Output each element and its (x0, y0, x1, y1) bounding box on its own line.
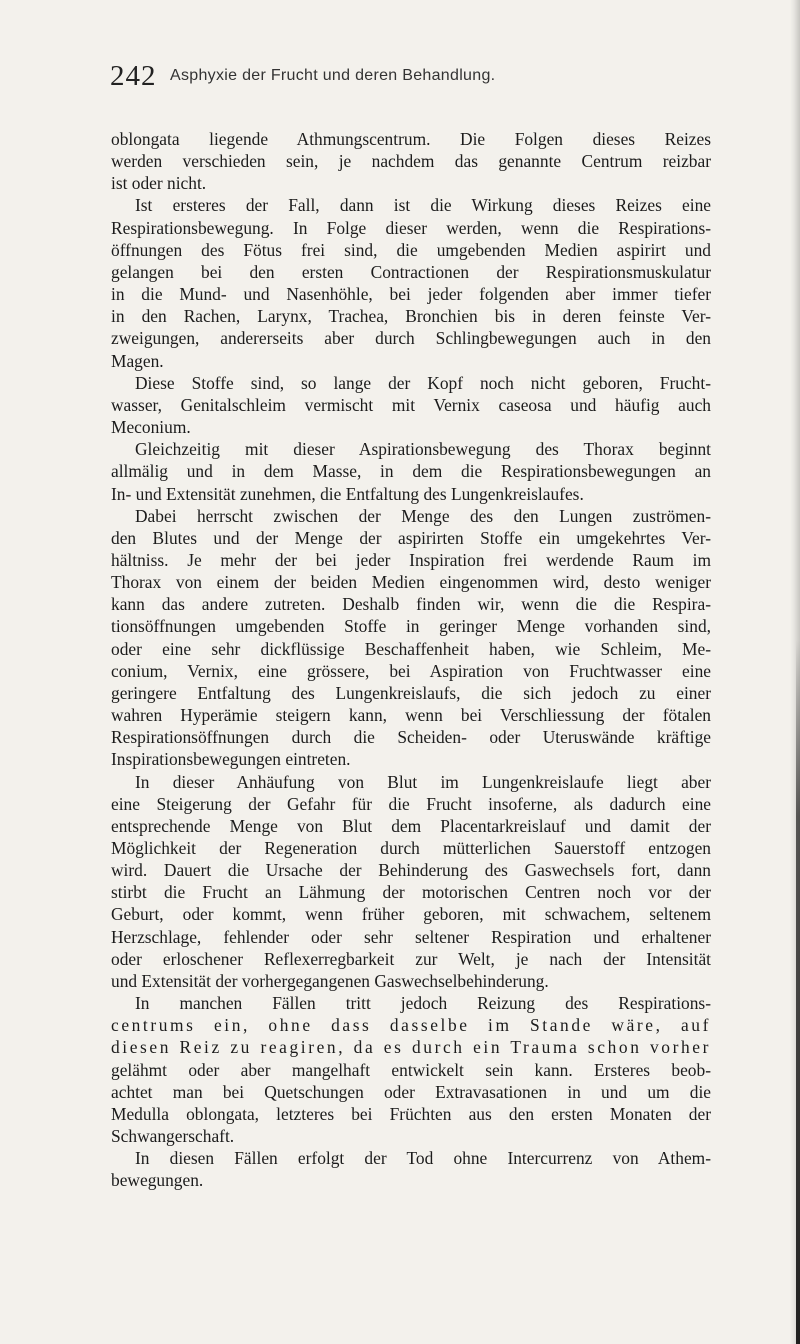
text-line: Diese Stoffe sind, so lange der Kopf noch nicht geboren, Frucht- (135, 372, 711, 393)
text-line: In manchen Fällen tritt jedoch Reizung des Respirations- (135, 993, 711, 1014)
text-line: conium, Vernix, eine grössere, bei Aspiration von Fruchtwasser eine (111, 660, 711, 681)
text-line: stirbt die Frucht an Lähmung der motorischen Centren noch vor der (111, 882, 711, 903)
text-line: gelangen bei den ersten Contractionen der Respirationsmuskulatur (111, 261, 711, 282)
text-line: Dabei herrscht zwischen der Menge des den Lungen zuströmen- (135, 505, 711, 526)
text-line: Medulla oblongata, letzteres bei Früchten aus den ersten Monaten der (111, 1103, 711, 1124)
text-line: diesen Reiz zu reagiren, da es durch ein Trauma schon vorher (111, 1037, 711, 1058)
text-line: centrums ein, ohne dass dasselbe im Stande wäre, auf (111, 1015, 711, 1036)
text-line: Schwangerschaft. (111, 1126, 235, 1147)
text-line: Respirationsöffnungen durch die Scheiden- oder Uteruswände kräftige (111, 727, 711, 748)
text-line: kann das andere zutreten. Deshalb finden wir, wenn die die Respira- (111, 594, 711, 615)
text-line: entsprechende Menge von Blut dem Placentarkreislauf und damit der (111, 815, 711, 836)
text-line: Ist ersteres der Fall, dann ist die Wirkung dieses Reizes eine (135, 195, 711, 216)
text-line: Meconium. (111, 417, 191, 438)
text-line: geringere Entfaltung des Lungenkreislaufs, die sich jedoch zu einer (111, 682, 711, 703)
text-line: wird. Dauert die Ursache der Behinderung des Gaswechsels fort, dann (111, 860, 711, 881)
text-line: öffnungen des Fötus frei sind, die umgebenden Medien aspirirt und (111, 239, 711, 260)
text-line: eine Steigerung der Gefahr für die Frucht insoferne, als dadurch eine (111, 793, 711, 814)
text-line: oder eine sehr dickflüssige Beschaffenheit haben, wie Schleim, Me- (111, 638, 711, 659)
text-line: oblongata liegende Athmungscentrum. Die Folgen dieses Reizes (111, 129, 711, 149)
page-number: 242 (110, 60, 157, 92)
page-header (110, 56, 710, 96)
text-line: Magen. (111, 350, 164, 371)
text-line: allmälig und in dem Masse, in dem die Respirationsbewegungen an (111, 461, 711, 482)
text-line: und Extensität der vorhergegangenen Gaswechselbehinderung. (111, 970, 549, 991)
text-line: Thorax von einem der beiden Medien eingenommen wird, desto weniger (111, 572, 711, 593)
text-line: wahren Hyperämie steigern kann, wenn bei Verschliessung der fötalen (111, 705, 711, 726)
text-line: in den Rachen, Larynx, Trachea, Bronchien bis in deren feinste Ver- (111, 306, 711, 327)
text-line: ist oder nicht. (111, 173, 207, 194)
text-line: Gleichzeitig mit dieser Aspirationsbewegung des Thorax beginnt (135, 439, 711, 460)
text-line: wasser, Genitalschleim vermischt mit Vernix caseosa und häufig auch (111, 394, 711, 415)
text-line: in die Mund- und Nasenhöhle, bei jeder folgenden aber immer tiefer (111, 284, 711, 305)
binding-shadow (796, 640, 800, 1344)
text-line: zweigungen, andererseits aber durch Schlingbewegungen auch in den (111, 328, 711, 349)
body-text (111, 128, 711, 1192)
text-line: Respirationsbewegung. In Folge dieser werden, wenn die Respirations- (111, 217, 711, 238)
text-line: In- und Extensität zunehmen, die Entfaltung des Lungenkreislaufes. (111, 483, 584, 504)
text-line: In diesen Fällen erfolgt der Tod ohne Intercurrenz von Athem- (135, 1148, 711, 1169)
running-head: Asphyxie der Frucht und deren Behandlung. (170, 67, 496, 84)
text-line: gelähmt oder aber mangelhaft entwickelt sein kann. Ersteres beob- (111, 1059, 711, 1080)
text-line: bewegungen. (111, 1170, 204, 1191)
text-line: den Blutes und der Menge der aspirirten Stoffe ein umgekehrtes Ver- (111, 527, 711, 548)
text-line: werden verschieden sein, je nachdem das genannte Centrum reizbar (111, 151, 711, 172)
text-line: oder erloschener Reflexerregbarkeit zur Welt, je nach der Intensität (111, 948, 711, 969)
text-line: hältniss. Je mehr der bei jeder Inspiration frei werdende Raum im (111, 549, 711, 570)
text-line: In dieser Anhäufung von Blut im Lungenkreislaufe liegt aber (135, 771, 711, 792)
text-line: Inspirationsbewegungen eintreten. (111, 749, 351, 770)
text-line: Möglichkeit der Regeneration durch mütterlichen Sauerstoff entzogen (111, 838, 711, 858)
text-line: tionsöffnungen umgebenden Stoffe in geringer Menge vorhanden sind, (111, 616, 711, 637)
text-line: achtet man bei Quetschungen oder Extravasationen in und um die (111, 1081, 711, 1102)
text-line: Geburt, oder kommt, wenn früher geboren, mit schwachem, seltenem (111, 904, 711, 925)
text-line: Herzschlage, fehlender oder sehr seltener Respiration und erhaltener (111, 926, 711, 947)
